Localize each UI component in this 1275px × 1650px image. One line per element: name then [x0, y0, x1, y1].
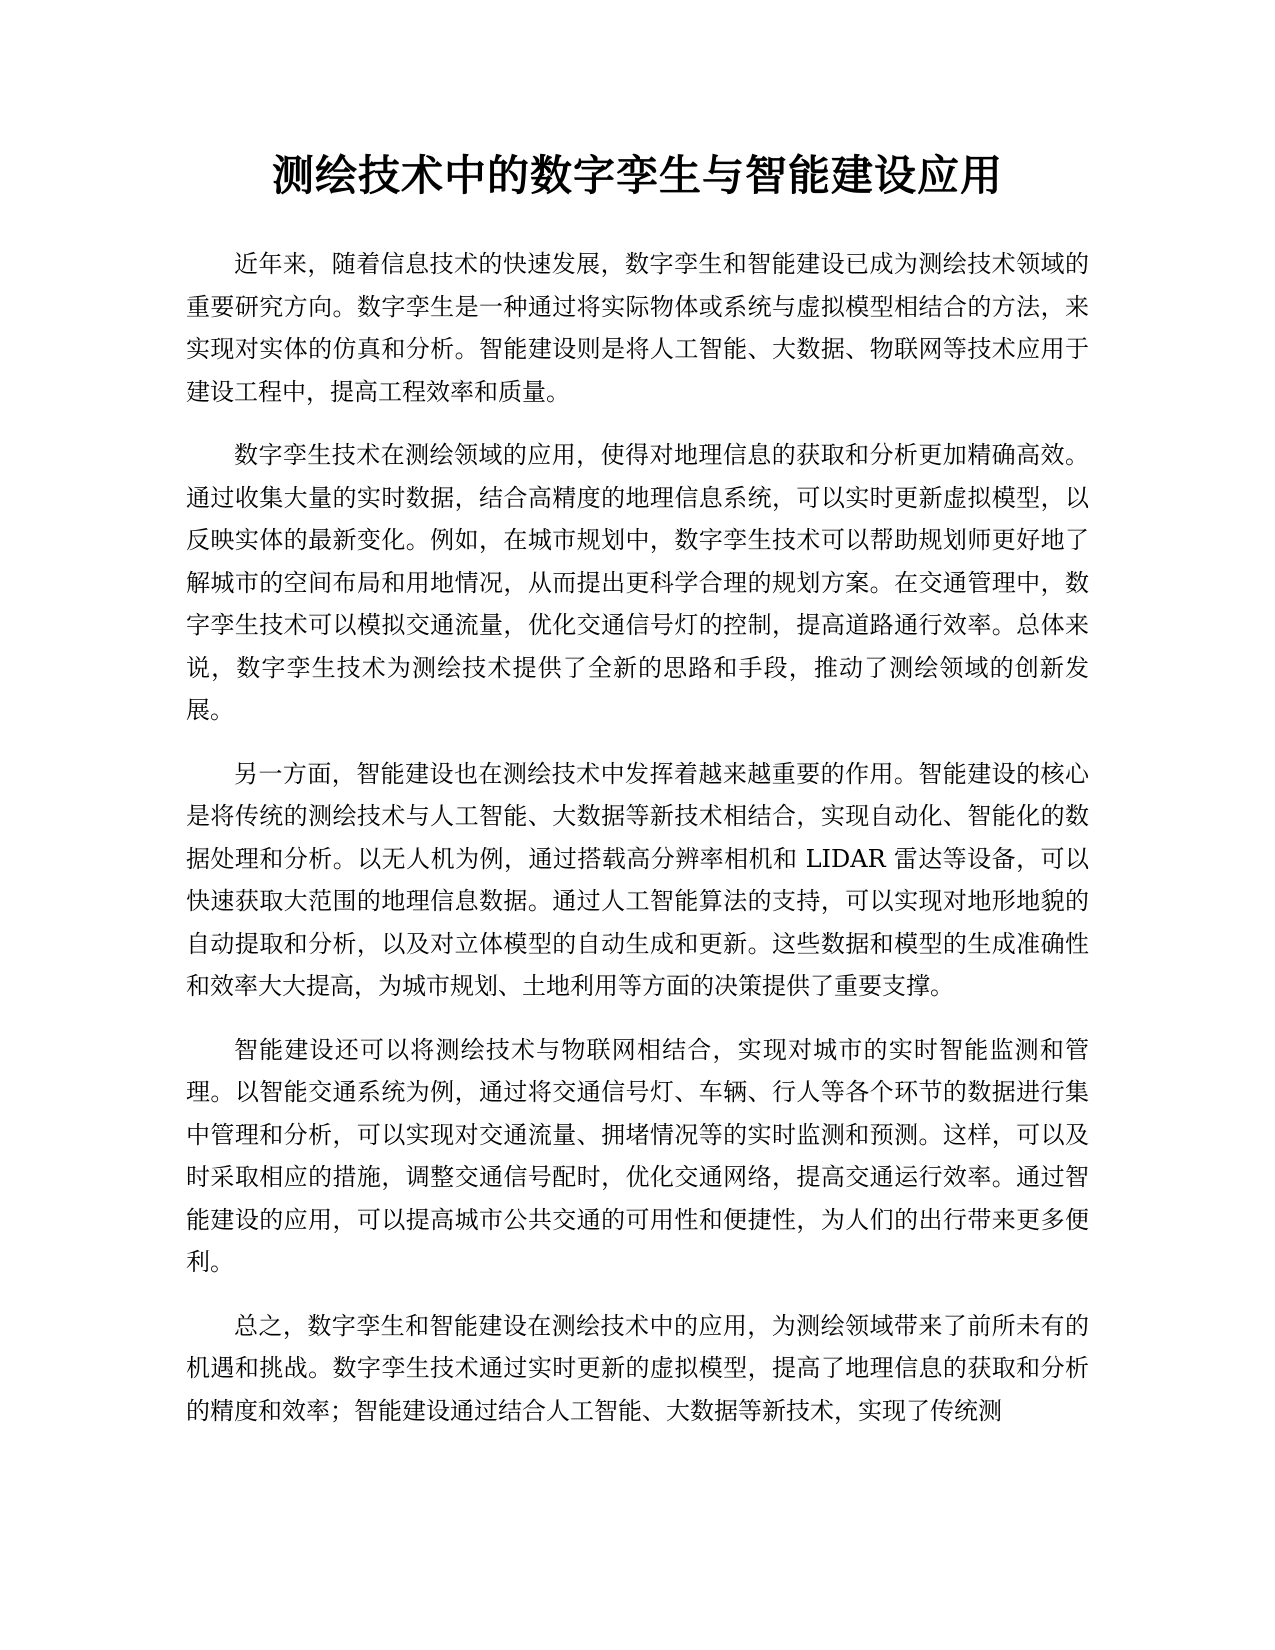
paragraph-5: 总之，数字孪生和智能建设在测绘技术中的应用，为测绘领域带来了前所未有的机遇和挑战。数字孪生技术通过实时更新的虚拟模型，提高了地理信息的获取和分析的精度和效率；智能建设通过结合人工智能、大数据等新技术，实现了传统测: [186, 1311, 1089, 1425]
document-title: 测绘技术中的数字孪生与智能建设应用: [271, 151, 1003, 200]
document-body: [186, 243, 1089, 1453]
paragraph-4: 智能建设还可以将测绘技术与物联网相结合，实现对城市的实时智能监测和管理。以智能交通系统为例，通过将交通信号灯、车辆、行人等各个环节的数据进行集中管理和分析，可以实现对交通流量、拥堵情况等的实时监测和预测。这样，可以及时采取相应的措施，调整交通信号配时，优化交通网络，提高交通运行效率。通过智能建设的应用，可以提高城市公共交通的可用性和便捷性，为人们的出行带来更多便利。: [186, 1035, 1089, 1276]
paragraph-2: 数字孪生技术在测绘领域的应用，使得对地理信息的获取和分析更加精确高效。通过收集大量的实时数据，结合高精度的地理信息系统，可以实时更新虚拟模型，以反映实体的最新变化。例如，在城市规划中，数字孪生技术可以帮助规划师更好地了解城市的空间布局和用地情况，从而提出更科学合理的规划方案。在交通管理中，数字孪生技术可以模拟交通流量，优化交通信号灯的控制，提高道路通行效率。总体来说，数字孪生技术为测绘技术提供了全新的思路和手段，推动了测绘领域的创新发展。: [186, 441, 1089, 724]
paragraph-1: 近年来，随着信息技术的快速发展，数字孪生和智能建设已成为测绘技术领域的重要研究方向。数字孪生是一种通过将实际物体或系统与虚拟模型相结合的方法，来实现对实体的仿真和分析。智能建设则是将人工智能、大数据、物联网等技术应用于建设工程中，提高工程效率和质量。: [186, 250, 1089, 406]
paragraph-3: 另一方面，智能建设也在测绘技术中发挥着越来越重要的作用。智能建设的核心是将传统的测绘技术与人工智能、大数据等新技术相结合，实现自动化、智能化的数据处理和分析。以无人机为例，通过搭载高分辨率相机和 LIDAR 雷达等设备，可以快速获取大范围的地理信息数据。通过人工智能算法的支持，可以实现对地形地貌的自动提取和分析，以及对立体模型的自动生成和更新。这些数据和模型的生成准确性和效率大大提高，为城市规划、土地利用等方面的决策提供了重要支撑。: [186, 759, 1089, 1000]
